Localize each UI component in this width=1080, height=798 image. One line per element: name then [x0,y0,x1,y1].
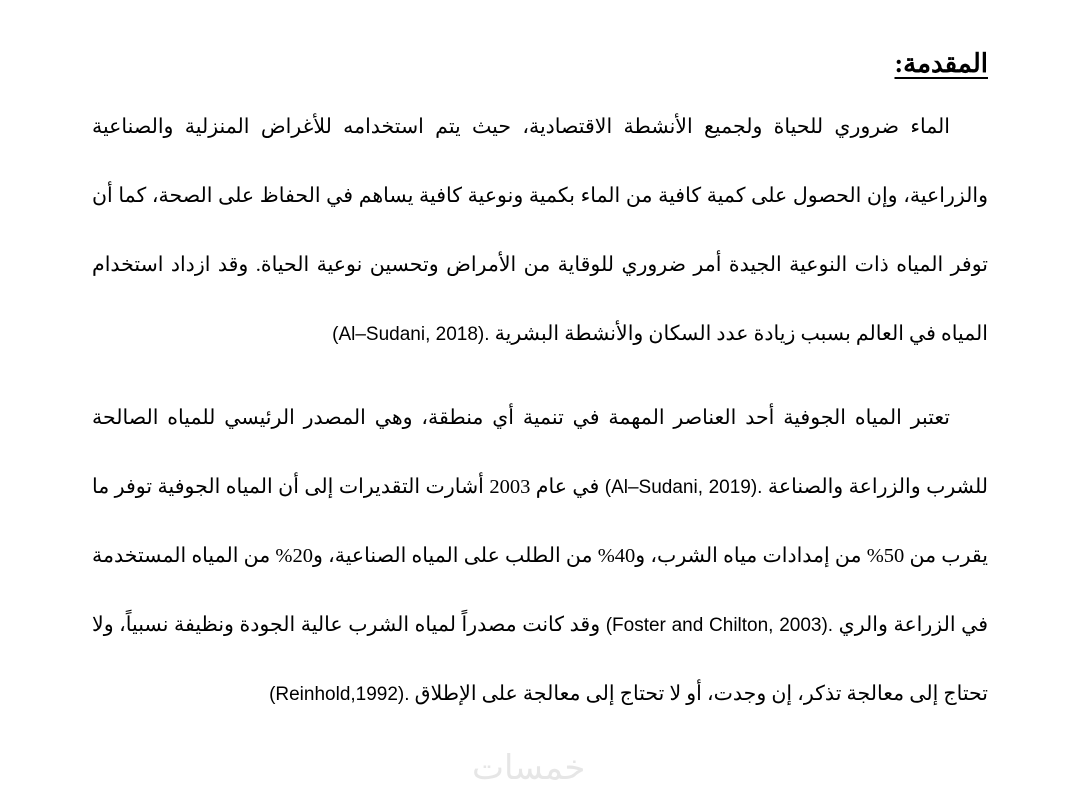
paragraph-1-text: الماء ضروري للحياة ولجميع الأنشطة الاقتصادية، حيث يتم استخدامه للأغراض المنزلية والصناعية والزراعية، وإن الحصول على كمية كافية من الماء بكمية ونوعية كافية يساهم في الحفاظ على الصحة، كما أن توفر المياه ذات النوعية الجيدة أمر ضروري للوقاية من الأمراض وتحسين نوعية الحياة. وقد ازداد استخدام المياه في العالم بسبب زيادة عدد السكان والأنشطة البشرية [92,116,988,345]
citation-reinhold-1992: (Reinhold,1992). [269,684,410,705]
citation-foster-chilton-2003: (Foster and Chilton, 2003). [605,615,834,636]
citation-al-sudani-2019: (Al–Sudani, 2019). [604,477,763,498]
paragraph-2 [92,384,988,729]
khamsat-watermark-logo: خمسات [472,748,586,788]
paragraph-2-text-continued: في عام 2003 أشارت التقديرات إلى أن المياه الجوفية توفر ما يقرب من 50% من إمدادات مياه الشرب، و40% من الطلب على المياه الصناعية، و20% من المياه المستخدمة في الزراعة والري [92,476,988,636]
section-heading: المقدمة: [894,49,988,78]
paragraph-2-text-end: وقد كانت مصدراً لمياه الشرب عالية الجودة ونظيفة نسبياً، ولا تحتاج إلى معالجة تذكر، إن وجدت، أو لا تحتاج إلى معالجة على الإطلاق [92,614,988,705]
paragraph-1 [92,93,988,369]
paragraph-2-text: تعتبر المياه الجوفية أحد العناصر المهمة في تنمية أي منطقة، وهي المصدر الرئيسي للمياه الصالحة للشرب والزراعة والصناعة [92,407,988,498]
citation-al-sudani-2018: (Al–Sudani, 2018). [332,324,490,345]
